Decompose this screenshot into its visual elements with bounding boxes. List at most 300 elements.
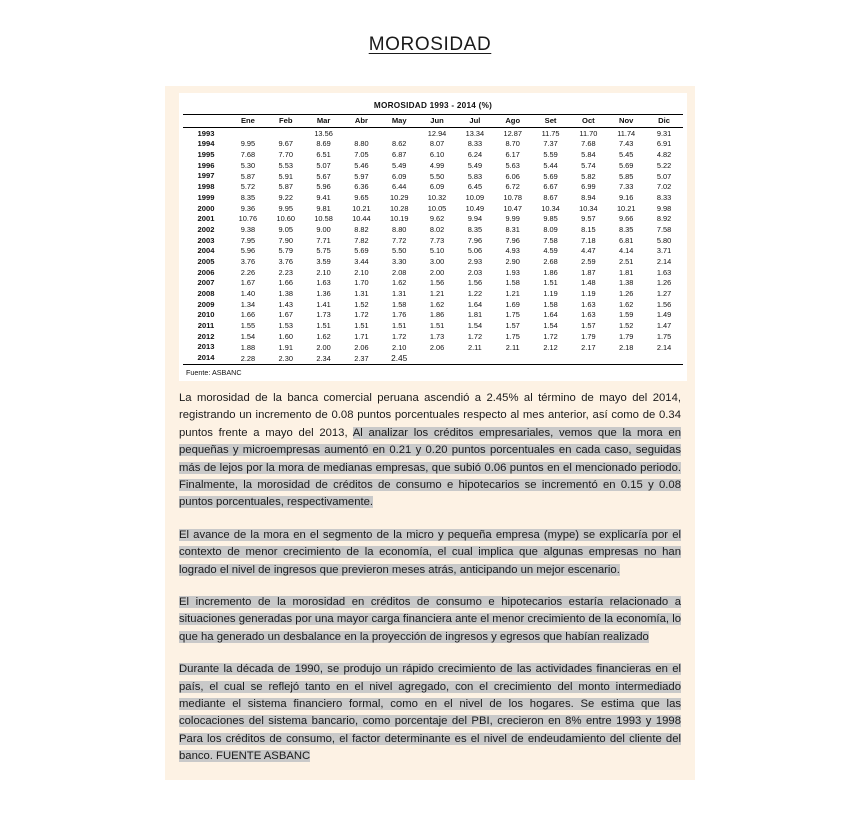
table-col-header-ago: Ago: [494, 115, 532, 128]
table-cell: 1.79: [619, 331, 634, 341]
table-cell: 5.75: [316, 246, 331, 256]
table-cell: 5.97: [354, 171, 369, 181]
table-cell: 1.71: [354, 331, 369, 341]
table-cell: 2.12: [543, 342, 558, 352]
table-cell: 1.58: [505, 278, 520, 288]
table-row: [183, 192, 683, 203]
table-cell: 8.35: [240, 192, 256, 202]
table-cell: 4.14: [619, 246, 634, 256]
table-row: [183, 139, 683, 150]
table-cell: 5.50: [429, 171, 445, 181]
table-cell: 1.36: [316, 289, 331, 299]
table-col-header-dic: Dic: [645, 115, 683, 128]
table-cell: 1.57: [505, 321, 520, 331]
table-cell: 8.92: [656, 214, 672, 224]
morosidad-table: [183, 114, 683, 365]
highlighted-text: El incremento de la morosidad en créditos de consumo e hipotecarios estaría relacionado a situaciones generadas por una mayor carga financiera ante el menor crecimiento de la economía, lo que ha generado un desbalance en la proyección de ingresos y egresos que habían realizado: [179, 596, 681, 643]
table-cell: 1.63: [581, 310, 596, 320]
table-cell: 1.56: [429, 278, 445, 288]
table-cell-year: 1999: [197, 192, 215, 202]
table-cell: 5.96: [316, 182, 331, 192]
body-paragraph: [179, 661, 681, 765]
table-cell: 2.30: [267, 353, 305, 365]
table-cell: 8.15: [581, 224, 596, 234]
table-cell: 6.45: [467, 182, 483, 192]
table-cell: [380, 128, 418, 139]
table-cell: 2.26: [240, 267, 256, 277]
table-cell: [418, 353, 456, 365]
table-row: [183, 171, 683, 182]
table-row: [183, 150, 683, 161]
table-cell: 3.59: [316, 257, 331, 267]
table-cell: 1.54: [543, 321, 558, 331]
table-cell: 5.59: [543, 150, 558, 160]
table-cell: 8.07: [429, 139, 445, 149]
table-cell: 9.36: [240, 203, 256, 213]
table-cell: 4.82: [656, 150, 672, 160]
table-row: [183, 310, 683, 321]
table-cell: 1.51: [429, 321, 445, 331]
table-cell: 9.95: [278, 203, 293, 213]
table-cell: 10.34: [579, 203, 598, 213]
table-cell: 7.70: [278, 150, 293, 160]
table-cell: 6.51: [316, 150, 331, 160]
table-cell: 2.10: [392, 342, 407, 352]
table-cell-year: 1995: [197, 150, 215, 160]
table-cell-year: 1998: [197, 182, 215, 192]
table-cell: 1.31: [354, 289, 369, 299]
table-cell: 5.07: [656, 171, 672, 181]
table-cell: 1.86: [543, 267, 558, 277]
table-cell: 2.11: [505, 342, 520, 352]
table-cell: 6.99: [581, 182, 596, 192]
content-block: [165, 86, 695, 780]
paragraphs-container: [165, 381, 695, 780]
table-cell: 1.63: [581, 299, 596, 309]
table-cell: 1.64: [467, 299, 483, 309]
table-cell: 10.29: [389, 192, 409, 202]
table-cell: 1.93: [505, 267, 520, 277]
table-cell: 5.30: [240, 160, 256, 170]
table-cell: [267, 128, 305, 139]
table-cell: 8.35: [467, 224, 483, 234]
table-cell: 7.33: [619, 182, 634, 192]
table-cell: 1.67: [240, 278, 256, 288]
table-cell: 5.49: [392, 160, 407, 170]
morosidad-table-panel: [179, 93, 687, 381]
table-cell: 9.67: [278, 139, 293, 149]
table-row: [183, 288, 683, 299]
table-cell: 1.69: [505, 299, 520, 309]
table-cell: 12.87: [503, 128, 522, 138]
table-cell: 10.21: [616, 203, 636, 213]
table-cell: 13.34: [465, 128, 485, 138]
plain-text: La morosidad de la banca comercial peruana ascendió a 2.45% al término de mayo del 2014, registrando un incremento de 0.08 puntos porcentuales respecto al mes anterior, así como de 0.34 puntos frente a mayo del 2013,: [179, 391, 681, 439]
table-cell: 5.69: [619, 160, 634, 170]
table-row: [183, 160, 683, 171]
table-cell: 2.23: [278, 267, 293, 277]
table-cell: 10.19: [389, 214, 409, 224]
table-cell: 5.96: [240, 246, 256, 256]
table-cell: 7.58: [656, 224, 672, 234]
table-cell-year: 2010: [197, 310, 215, 320]
table-cell-year: 2000: [197, 203, 215, 213]
table-cell: 7.95: [240, 235, 256, 245]
table-col-header-year: [183, 115, 229, 128]
table-cell: 2.06: [429, 342, 445, 352]
table-cell: 1.26: [656, 278, 672, 288]
table-cell: 9.99: [505, 214, 520, 224]
table-cell: 8.33: [467, 139, 483, 149]
table-cell: 11.74: [617, 128, 636, 138]
table-cell-year: 2012: [197, 331, 215, 341]
table-cell: 7.96: [467, 235, 483, 245]
table-cell: [342, 128, 380, 139]
table-cell: [569, 353, 607, 365]
table-cell: 1.34: [240, 299, 256, 309]
table-cell: 5.87: [278, 182, 293, 192]
table-cell: 10.21: [352, 203, 371, 213]
table-cell: 9.98: [656, 203, 672, 213]
table-cell: 1.41: [316, 299, 331, 309]
table-cell: [645, 353, 683, 365]
table-cell: 1.62: [619, 299, 634, 309]
table-cell: 1.72: [392, 331, 407, 341]
table-cell: 1.19: [581, 289, 596, 299]
table-row: [183, 342, 683, 353]
table-cell: 1.76: [392, 310, 407, 320]
table-cell: 6.10: [429, 150, 445, 160]
table-cell: 1.91: [278, 342, 293, 352]
table-head: [183, 115, 683, 128]
table-cell: 1.62: [316, 331, 331, 341]
table-cell: 7.58: [543, 235, 558, 245]
table-cell: 6.06: [505, 171, 520, 181]
table-cell: 7.72: [392, 235, 407, 245]
highlighted-text: Durante la década de 1990, se produjo un rápido crecimiento de las actividades financieras en el país, el cual se reflejó tanto en el nivel agregado, con el crecimiento del monto intermediado mediante el sistema financiero formal, como en el nivel de los hogares. Se estima que las colocaciones del sistema bancario, como porcentaje del PBI, crecieron en 8% entre 1993 y 1998 Para los créditos de consumo, el factor determinante es el nivel de endeudamiento del cliente del banco. FUENTE ASBANC: [179, 663, 681, 763]
table-cell: 1.72: [467, 331, 483, 341]
table-cell: 2.59: [581, 257, 596, 267]
table-cell: 7.18: [581, 235, 596, 245]
table-cell: 1.51: [543, 278, 558, 288]
table-cell-year: 2007: [197, 278, 215, 288]
table-cell: 4.59: [543, 246, 558, 256]
table-cell: [532, 353, 570, 365]
table-cell: 9.38: [240, 224, 256, 234]
table-cell: 1.21: [429, 289, 445, 299]
table-cell: 2.45: [380, 353, 418, 365]
table-cell: 9.66: [619, 214, 634, 224]
table-cell: 5.50: [392, 246, 407, 256]
table-cell: [494, 353, 532, 365]
table-cell: 6.91: [656, 139, 672, 149]
table-cell: 11.75: [541, 128, 560, 138]
table-cell: 8.80: [354, 139, 369, 149]
table-cell: 9.57: [581, 214, 596, 224]
table-row: [183, 235, 683, 246]
table-cell: 9.31: [656, 128, 672, 138]
table-cell: 1.86: [429, 310, 445, 320]
table-row: [183, 214, 683, 225]
table-cell: 9.85: [543, 214, 558, 224]
table-cell-year: 1994: [197, 139, 215, 149]
table-cell: 5.49: [467, 160, 483, 170]
table-cell: 5.80: [656, 235, 672, 245]
table-cell: 8.80: [392, 224, 407, 234]
table-cell: 3.44: [354, 257, 369, 267]
table-cell: 2.14: [656, 257, 672, 267]
table-cell: 1.48: [581, 278, 596, 288]
table-row: [183, 331, 683, 342]
table-cell: 10.60: [276, 214, 295, 224]
table-cell-year: 2002: [197, 224, 215, 234]
table-header-row: [183, 115, 683, 128]
table-row: [183, 256, 683, 267]
table-cell: 1.63: [316, 278, 331, 288]
table-cell: 2.68: [543, 257, 558, 267]
table-cell: 6.24: [467, 150, 483, 160]
table-cell: 1.49: [656, 310, 672, 320]
table-cell: 5.06: [467, 246, 483, 256]
table-cell: 5.69: [543, 171, 558, 181]
table-cell: 1.54: [240, 331, 256, 341]
table-cell: 4.93: [505, 246, 520, 256]
table-cell: 9.00: [316, 224, 331, 234]
table-cell: 7.96: [505, 235, 520, 245]
table-cell: 1.66: [278, 278, 293, 288]
table-cell: 1.75: [505, 331, 520, 341]
table-cell: 2.93: [467, 257, 483, 267]
table-cell-year: 2004: [197, 246, 215, 256]
table-cell: 6.09: [429, 182, 445, 192]
table-cell: 1.72: [543, 331, 558, 341]
table-cell: 9.41: [316, 192, 331, 202]
table-cell: 10.78: [503, 192, 522, 202]
table-cell: 1.52: [619, 321, 634, 331]
table-cell: 1.40: [240, 289, 256, 299]
table-cell: 10.05: [427, 203, 447, 213]
table-cell: 1.73: [316, 310, 331, 320]
table-cell: 7.71: [316, 235, 331, 245]
table-cell: 5.69: [354, 246, 369, 256]
table-cell: 1.62: [392, 278, 407, 288]
table-cell: 10.58: [314, 214, 333, 224]
table-cell: 7.68: [240, 150, 256, 160]
table-cell: 1.27: [656, 289, 672, 299]
table-cell: 3.76: [240, 257, 256, 267]
table-cell: 7.68: [581, 139, 596, 149]
body-paragraph: [179, 527, 681, 579]
table-cell: 1.54: [467, 321, 483, 331]
table-cell: 1.70: [354, 278, 369, 288]
table-cell: 9.94: [467, 214, 483, 224]
table-cell: 5.79: [278, 246, 293, 256]
table-cell: 5.22: [656, 160, 672, 170]
table-cell: 1.59: [619, 310, 634, 320]
table-cell: 10.44: [352, 214, 371, 224]
table-cell-year: 2003: [197, 235, 215, 245]
table-cell: 3.71: [656, 246, 672, 256]
table-cell: 2.00: [429, 267, 445, 277]
table-cell: 1.64: [543, 310, 558, 320]
table-cell: 6.81: [619, 235, 634, 245]
table-cell: 1.38: [278, 289, 293, 299]
table-row: [183, 128, 683, 139]
table-cell: 6.72: [505, 182, 520, 192]
table-body: [183, 128, 683, 365]
table-cell: 10.32: [427, 192, 447, 202]
table-col-header-mar: Mar: [305, 115, 343, 128]
table-cell: 6.17: [505, 150, 520, 160]
table-col-header-ene: Ene: [229, 115, 267, 128]
table-col-header-jun: Jun: [418, 115, 456, 128]
table-cell: 2.34: [305, 353, 343, 365]
table-cell: 2.03: [467, 267, 483, 277]
table-cell: 1.88: [240, 342, 256, 352]
table-cell: 10.09: [465, 192, 485, 202]
table-col-header-set: Set: [532, 115, 570, 128]
table-cell: 6.87: [392, 150, 407, 160]
table-cell: 1.63: [656, 267, 672, 277]
table-cell: 1.38: [619, 278, 634, 288]
table-cell: 5.45: [619, 150, 634, 160]
table-cell: 1.22: [467, 289, 483, 299]
table-cell: 9.62: [429, 214, 445, 224]
table-row: [183, 299, 683, 310]
table-row: [183, 224, 683, 235]
table-row: [183, 267, 683, 278]
table-cell: 5.10: [429, 246, 445, 256]
table-cell: 7.43: [619, 139, 634, 149]
table-cell: 5.84: [581, 150, 596, 160]
table-cell: 1.43: [278, 299, 293, 309]
table-cell: 6.09: [392, 171, 407, 181]
table-cell: 4.99: [429, 160, 445, 170]
table-col-header-abr: Abr: [342, 115, 380, 128]
table-cell: 5.46: [354, 160, 369, 170]
table-cell: 5.91: [278, 171, 293, 181]
table-cell: 5.82: [581, 171, 596, 181]
table-cell: [607, 353, 645, 365]
table-cell: 1.19: [543, 289, 558, 299]
table-cell: 1.52: [354, 299, 369, 309]
table-cell: 7.82: [354, 235, 369, 245]
table-cell: 1.81: [467, 310, 483, 320]
highlighted-text: Al analizar los créditos empresariales, vemos que la mora en pequeñas y microempresas aumentó en 0.21 y 0.20 puntos porcentuales en cada caso, seguidas más de lejos por la mora de medianas empresas, que subió 0.06 puntos en el mencionado periodo. Finalmente, la morosidad de créditos de consumo e hipotecarios se incrementó en 0.15 y 0.08 puntos porcentuales, respectivamente.: [179, 426, 681, 509]
table-cell: 5.53: [278, 160, 293, 170]
table-cell: 1.60: [278, 331, 293, 341]
table-cell: 1.57: [581, 321, 596, 331]
table-cell: 1.53: [278, 321, 293, 331]
table-cell: 1.62: [429, 299, 445, 309]
table-cell: 8.70: [505, 139, 520, 149]
table-cell: 1.87: [581, 267, 596, 277]
table-cell: 1.56: [656, 299, 672, 309]
table-row: [183, 246, 683, 257]
table-cell: 8.94: [581, 192, 596, 202]
table-cell: 10.28: [389, 203, 409, 213]
table-cell: 3.76: [278, 257, 293, 267]
table-cell: 5.85: [619, 171, 634, 181]
table-cell: 1.81: [619, 267, 634, 277]
table-cell: 9.05: [278, 224, 293, 234]
table-cell: 13.56: [314, 128, 333, 138]
table-cell-year: 2001: [197, 214, 215, 224]
table-cell: 5.67: [316, 171, 331, 181]
table-cell: 2.51: [619, 257, 634, 267]
table-cell: 4.47: [581, 246, 596, 256]
table-col-header-feb: Feb: [267, 115, 305, 128]
highlighted-text: El avance de la mora en el segmento de la micro y pequeña empresa (mype) se explicaría por el contexto de menor crecimiento de la economía, el cual implica que algunas empresas no han logrado el nivel de ingresos que previeron meses atrás, anticipando un mejor escenario.: [179, 528, 681, 576]
table-cell-year: 1993: [197, 128, 215, 138]
table-cell: 1.55: [240, 321, 256, 331]
table-row: [183, 278, 683, 289]
table-cell: 1.66: [240, 310, 256, 320]
table-cell: [229, 128, 267, 139]
table-cell: 1.21: [505, 289, 520, 299]
table-cell: 1.58: [392, 299, 407, 309]
table-cell: 7.05: [354, 150, 369, 160]
table-col-header-jul: Jul: [456, 115, 494, 128]
table-cell: 1.58: [543, 299, 558, 309]
table-cell: 5.63: [505, 160, 520, 170]
table-row: [183, 203, 683, 214]
table-cell: 1.75: [656, 331, 672, 341]
table-cell: 5.74: [581, 160, 596, 170]
table-cell: 9.95: [240, 139, 256, 149]
table-cell: 2.06: [354, 342, 369, 352]
table-cell: 6.67: [543, 182, 558, 192]
table-cell-year: 2013: [197, 342, 215, 352]
table-cell: 3.00: [429, 257, 445, 267]
table-cell: 8.02: [429, 224, 445, 234]
table-cell-year: 2009: [197, 299, 215, 309]
table-cell: 10.34: [541, 203, 560, 213]
table-cell-year: 2006: [197, 267, 215, 277]
table-cell: [456, 353, 494, 365]
table-cell-year: 2005: [197, 256, 215, 266]
table-cell: 1.51: [354, 321, 369, 331]
table-cell: 5.83: [467, 171, 483, 181]
table-cell: 8.62: [392, 139, 407, 149]
body-paragraph: [179, 594, 681, 646]
table-cell: 1.31: [392, 289, 407, 299]
table-cell: 9.16: [619, 192, 634, 202]
table-cell: 11.70: [579, 128, 598, 138]
table-row: [183, 321, 683, 332]
table-cell: 8.69: [316, 139, 331, 149]
table-cell: 1.47: [656, 321, 672, 331]
table-cell: 8.67: [543, 192, 558, 202]
table-cell: 2.00: [316, 342, 331, 352]
table-cell-year: 2008: [197, 289, 215, 298]
table-cell: 5.07: [316, 160, 331, 170]
table-cell: 2.90: [505, 257, 520, 267]
table-cell: 2.14: [656, 342, 672, 352]
table-row: [183, 353, 683, 365]
table-cell: 9.81: [316, 203, 331, 213]
table-cell-year: 2014: [183, 353, 229, 365]
table-cell: 9.65: [354, 192, 369, 202]
table-col-header-nov: Nov: [607, 115, 645, 128]
table-cell: 6.44: [392, 182, 407, 192]
table-cell: 10.49: [465, 203, 485, 213]
table-cell: 1.73: [429, 331, 445, 341]
table-cell: 8.33: [656, 192, 672, 202]
table-col-header-oct: Oct: [569, 115, 607, 128]
body-paragraph: [179, 390, 681, 512]
table-cell: 7.02: [656, 182, 672, 192]
